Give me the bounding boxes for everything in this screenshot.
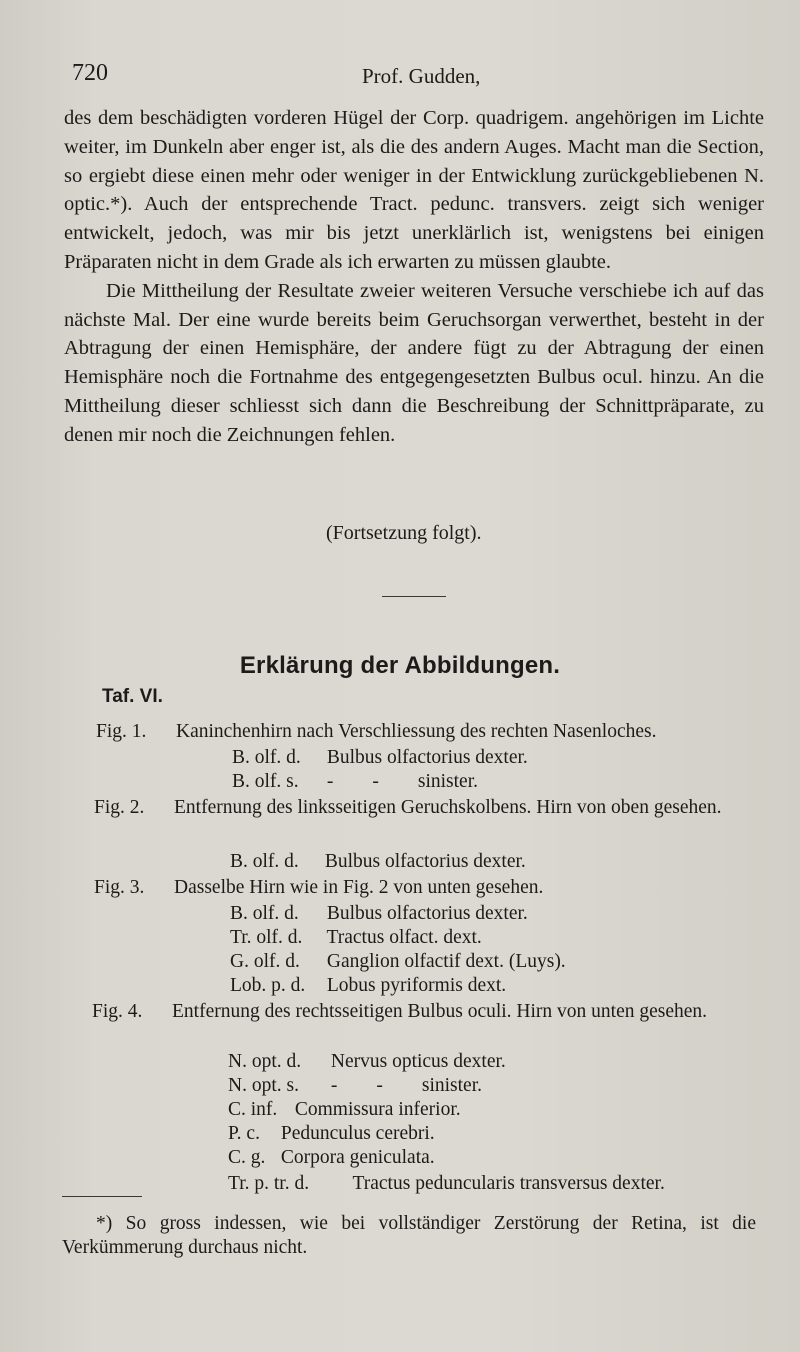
page-number: 720 (72, 60, 108, 86)
running-head: Prof. Gudden, (362, 64, 481, 88)
paragraph: Die Mittheilung der Resultate zweier weiteren Versuche verschiebe ich auf das nächste Mal. Der eine wurde bereits beim Geruchsorgan verwerthet, besteht in der Abtragung der einen Hemisphäre, der andere fügt zu der Abtragung der einen Hemisphäre noch die Fortnahme des entgegengesetzten Bulbus ocul. hinzu. An die Mittheilung dieser schliesst sich dann die Beschreibung der Schnittpräparate, zu denen mir noch die Zeichnungen fehlen. (64, 279, 764, 446)
abbreviation-code: C. g. (228, 1147, 266, 1168)
figure-label: Fig. 2. (94, 797, 145, 818)
figure-entry (94, 876, 754, 899)
figure-label: Fig. 1. (96, 721, 147, 742)
continuation-note: (Fortsetzung folgt). (326, 522, 482, 544)
abbreviation-text: Bulbus olfactorius dexter. (324, 851, 526, 872)
plate-label: Taf. VI. (102, 686, 163, 707)
figure-caption: Entfernung des linksseitigen Geruchskolbens. Hirn von oben gesehen. (174, 797, 722, 818)
abbreviation-code: B. olf. s. (232, 771, 299, 792)
abbreviation-code: Tr. olf. d. (230, 927, 303, 948)
abbreviation-text: Bulbus olfactorius dexter. (326, 903, 528, 924)
abbreviation-text: Tractus peduncularis transversus dexter. (352, 1173, 665, 1194)
abbreviation-text: Corpora geniculata. (280, 1147, 435, 1168)
footnote: *) So gross indessen, wie bei vollständiger Zerstörung der Retina, ist die Verkümmerung durchaus nicht. (62, 1213, 756, 1258)
abbreviation-text: - - sinister. (330, 1075, 482, 1096)
abbreviation-code: N. opt. s. (228, 1075, 299, 1096)
abbreviation-entry (230, 926, 482, 949)
abbreviation-entry (232, 770, 478, 793)
figure-caption: Dasselbe Hirn wie in Fig. 2 von unten gesehen. (174, 877, 544, 898)
abbreviation-text: Nervus opticus dexter. (330, 1051, 506, 1072)
paragraph: des dem beschädigten vorderen Hügel der Corp. quadrigem. angehörigen im Lichte weiter, im Dunkeln aber enger ist, als die des andern Auges. Macht man die Section, so ergiebt diese einen mehr oder weniger in der Entwicklung zurückgebliebenen N. optic.*). Auch der entsprechende Tract. pedunc. transvers. zeigt sich weniger entwickelt, jedoch, was mir bis jetzt unerklärlich ist, wenigstens bei einigen Präparaten nicht in dem Grade als ich erwarten zu müssen glaubte. (64, 107, 764, 273)
abbreviation-code: Lob. p. d. (230, 975, 306, 996)
figure-entry (96, 720, 756, 743)
footnote-divider (62, 1196, 142, 1197)
abbreviation-entry (228, 1074, 482, 1097)
abbreviation-entry (228, 1146, 435, 1169)
abbreviation-entry (230, 950, 566, 973)
abbreviation-code: B. olf. d. (232, 747, 301, 768)
abbreviation-entry (228, 1050, 506, 1073)
abbreviation-text: Lobus pyriformis dext. (326, 975, 507, 996)
section-title: Erklärung der Abbildungen. (239, 652, 561, 679)
abbreviation-text: Tractus olfact. dext. (326, 927, 482, 948)
abbreviation-entry (230, 902, 528, 925)
abbreviation-code: B. olf. d. (230, 851, 299, 872)
abbreviation-code: N. opt. d. (228, 1051, 302, 1072)
abbreviation-entry (228, 1172, 665, 1195)
abbreviation-text: Commissura inferior. (294, 1099, 461, 1120)
abbreviation-entry (228, 1098, 461, 1121)
abbreviation-text: Pedunculus cerebri. (280, 1123, 435, 1144)
body-text (64, 104, 764, 450)
abbreviation-text: - - sinister. (326, 771, 478, 792)
figure-entry (94, 796, 754, 819)
abbreviation-code: G. olf. d. (230, 951, 300, 972)
abbreviation-code: Tr. p. tr. d. (228, 1173, 310, 1194)
abbreviation-entry (228, 1122, 435, 1145)
page-header (72, 60, 762, 96)
abbreviation-text: Ganglion olfactif dext. (Luys). (326, 951, 566, 972)
abbreviation-text: Bulbus olfactorius dexter. (326, 747, 528, 768)
abbreviation-code: C. inf. (228, 1099, 278, 1120)
figure-caption: Entfernung des rechtsseitigen Bulbus oculi. Hirn von unten gesehen. (172, 1001, 708, 1022)
figure-label: Fig. 4. (92, 1001, 143, 1022)
figure-label: Fig. 3. (94, 877, 145, 898)
abbreviation-entry (232, 746, 528, 769)
section-divider (382, 596, 446, 597)
figure-entry (92, 1000, 752, 1023)
figure-caption: Kaninchenhirn nach Verschliessung des rechten Nasenloches. (176, 721, 657, 742)
abbreviation-entry (230, 974, 506, 997)
abbreviation-code: P. c. (228, 1123, 260, 1144)
abbreviation-entry (230, 850, 526, 873)
abbreviation-code: B. olf. d. (230, 903, 299, 924)
